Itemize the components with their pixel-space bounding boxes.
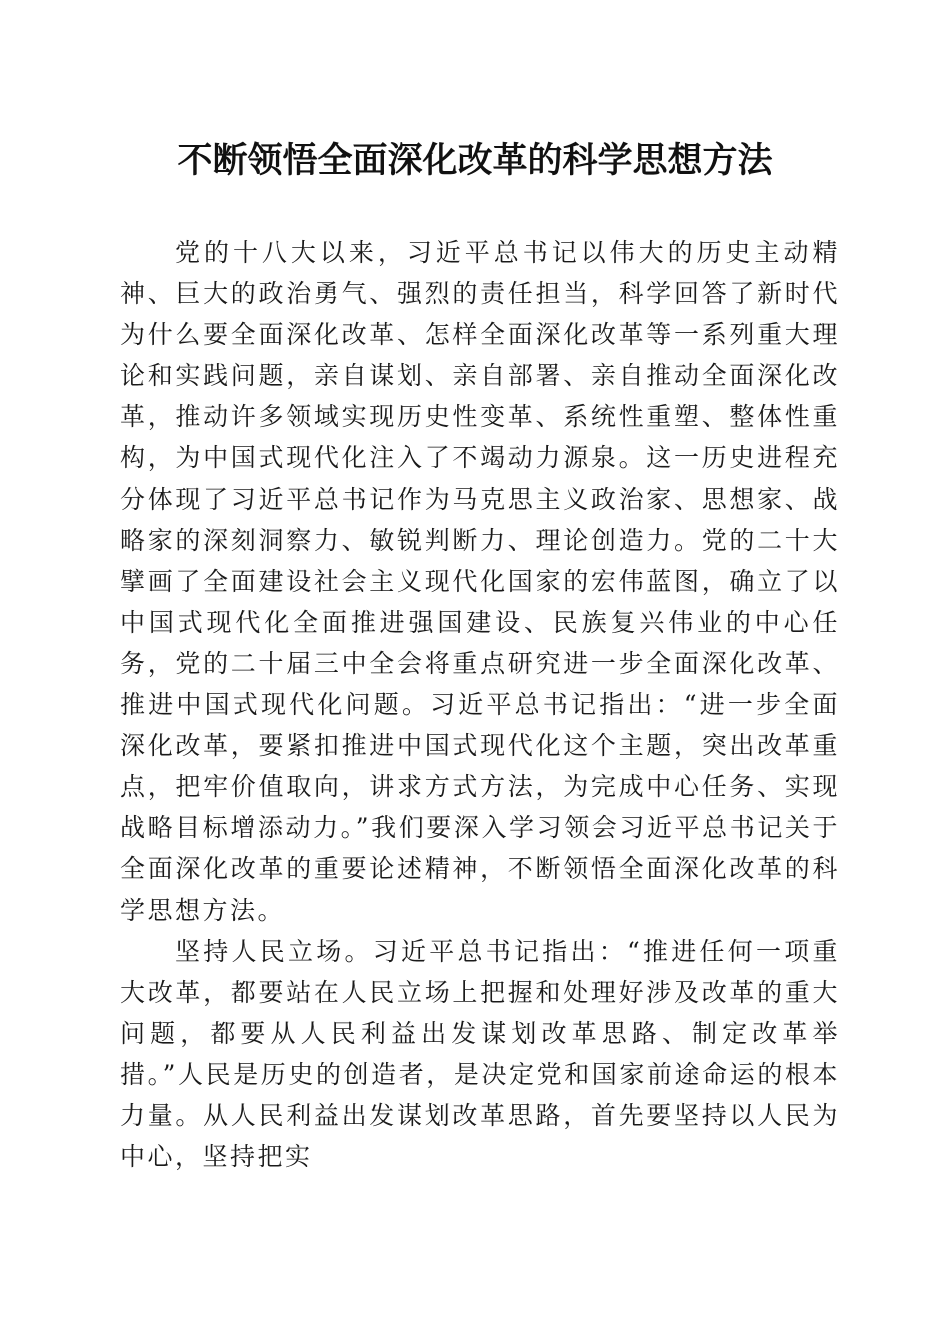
document-body [120, 232, 840, 1177]
paragraph-intro: 党的十八大以来，习近平总书记以伟大的历史主动精神、巨大的政治勇气、强烈的责任担当，科学回答了新时代为什么要全面深化改革、怎样全面深化改革等一系列重大理论和实践问题，亲自谋划、亲自部署、亲自推动全面深化改革，推动许多领域实现历史性变革、系统性重塑、整体性重构，为中国式现代化注入了不竭动力源泉。这一历史进程充分体现了习近平总书记作为马克思主义政治家、思想家、战略家的深刻洞察力、敏锐判断力、理论创造力。党的二十大擘画了全面建设社会主义现代化国家的宏伟蓝图，确立了以中国式现代化全面推进强国建设、民族复兴伟业的中心任务，党的二十届三中全会将重点研究进一步全面深化改革、推进中国式现代化问题。习近平总书记指出：“进一步全面深化改革，要紧扣推进中国式现代化这个主题，突出改革重点，把牢价值取向，讲求方式方法，为完成中心任务、实现战略目标增添动力。”我们要深入学习领会习近平总书记关于全面深化改革的重要论述精神，不断领悟全面深化改革的科学思想方法。 [120, 238, 840, 925]
paragraph-people-stance: 坚持人民立场。习近平总书记指出：“推进任何一项重大改革，都要站在人民立场上把握和处理好涉及改革的重大问题，都要从人民利益出发谋划改革思路、制定改革举措。”人民是历史的创造者，是决定党和国家前途命运的根本力量。从人民利益出发谋划改革思路，首先要坚持以人民为中心，坚持把实 [120, 936, 840, 1172]
document-title: 不断领悟全面深化改革的科学思想方法 [177, 141, 773, 181]
